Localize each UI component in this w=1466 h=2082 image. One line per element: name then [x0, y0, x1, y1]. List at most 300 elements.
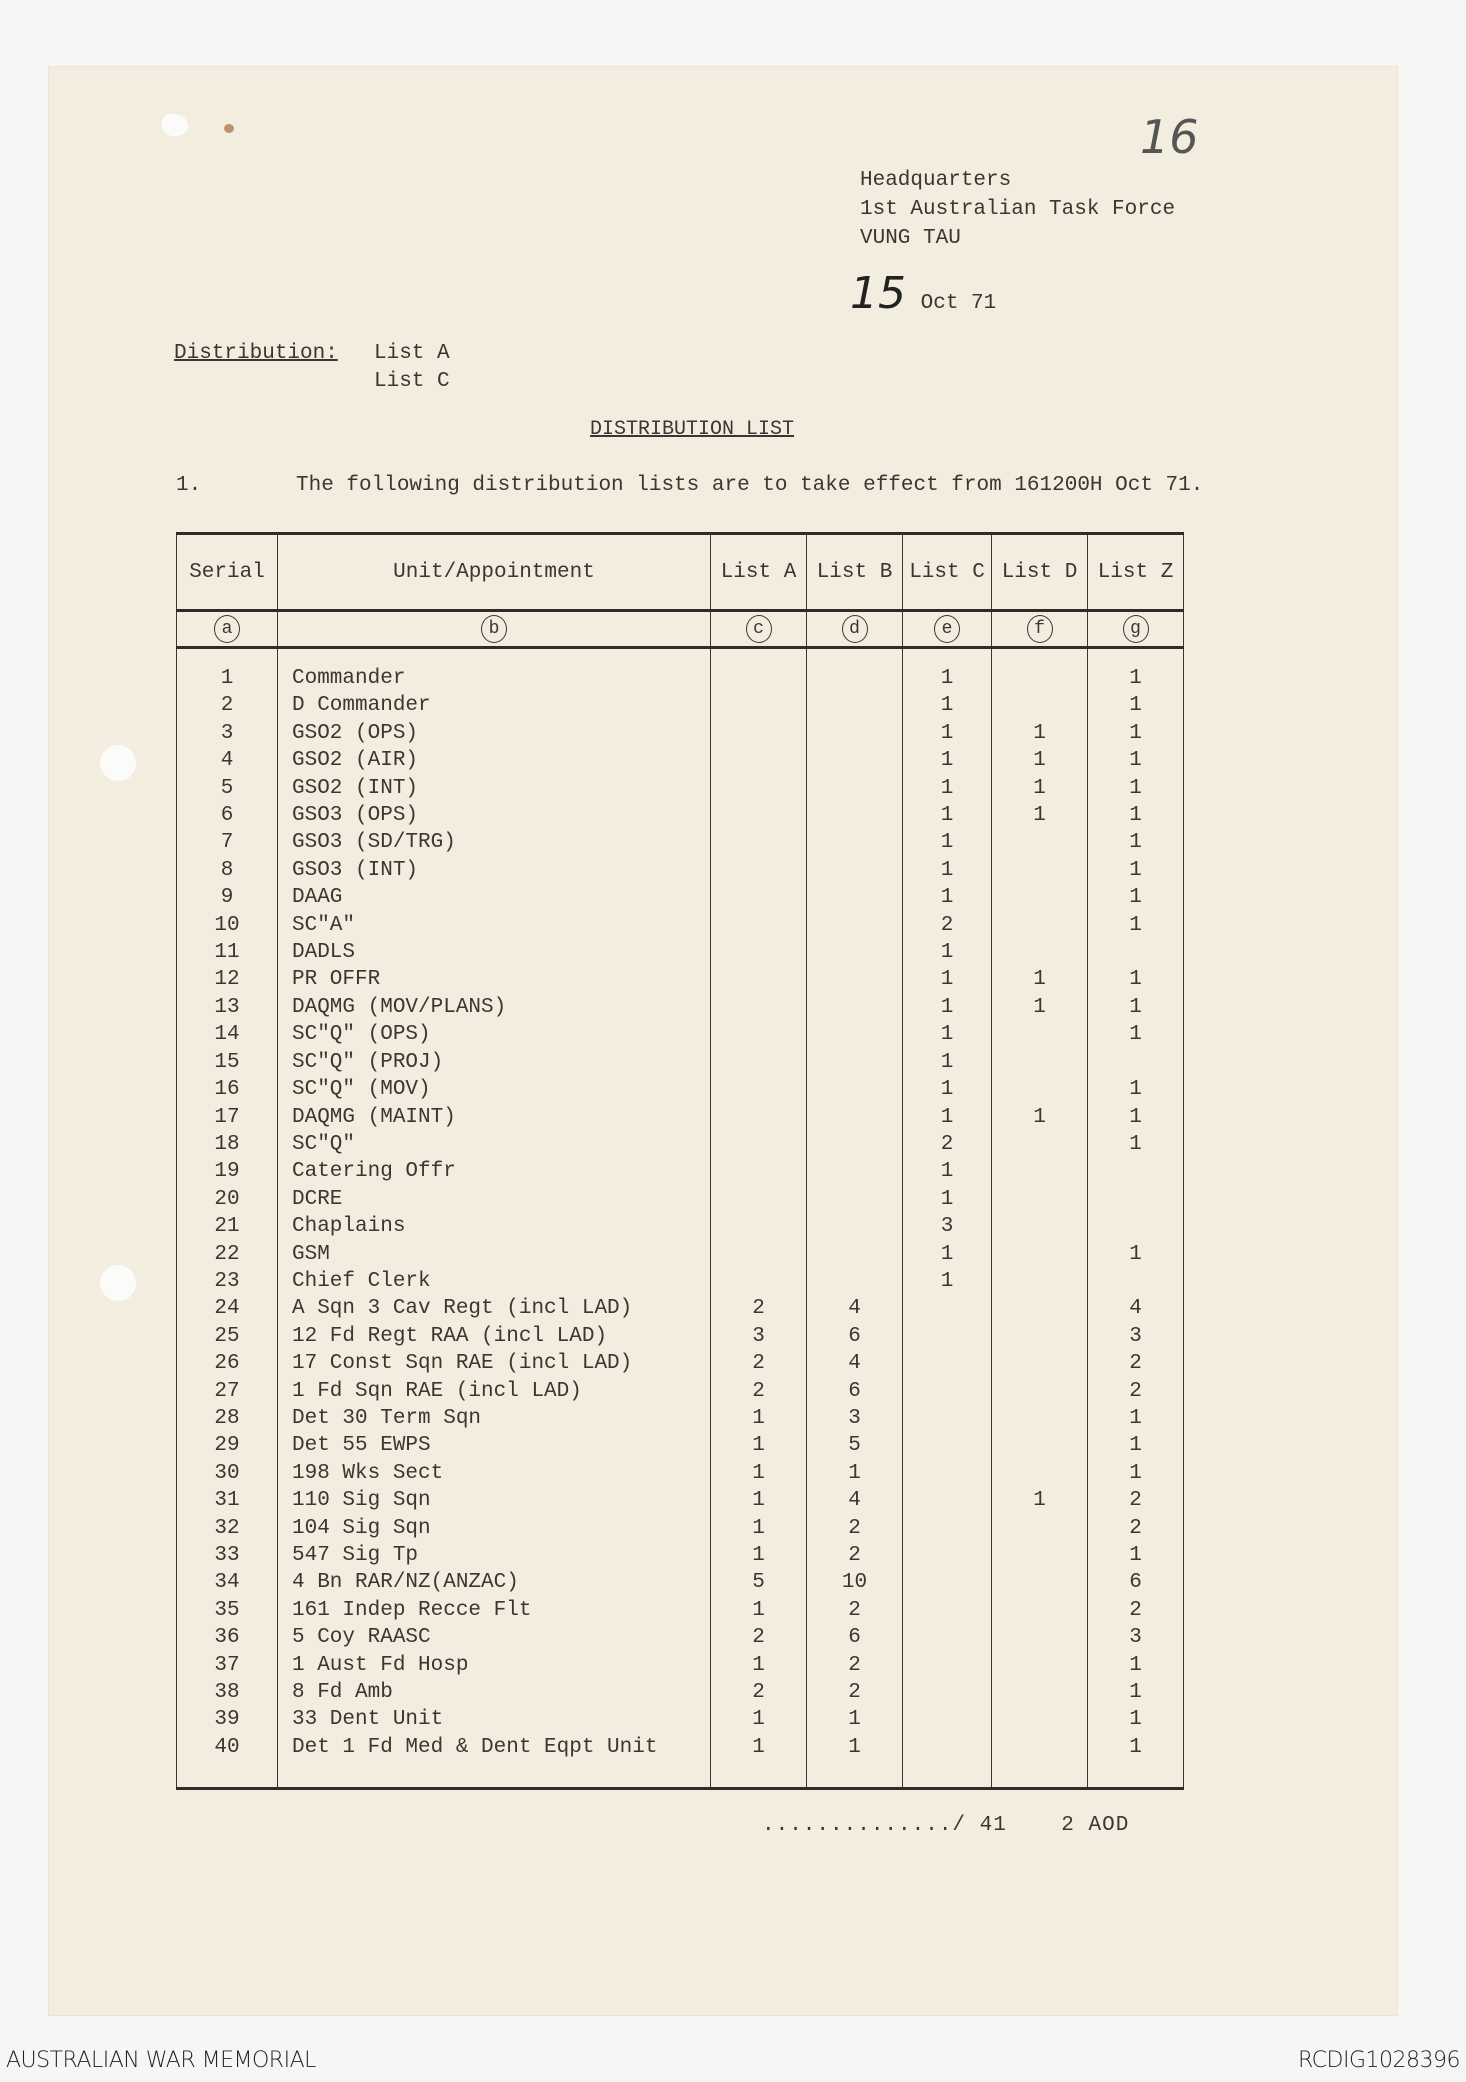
table-row: [177, 912, 1184, 939]
cell-list-z: 1: [1088, 1021, 1184, 1048]
cell-unit: Det 1 Fd Med & Dent Eqpt Unit: [278, 1734, 711, 1761]
table-row: [177, 1350, 1184, 1377]
cell-list-b: [807, 912, 903, 939]
cell-list-c: 1: [903, 665, 992, 692]
column-key-row: [177, 611, 1184, 648]
cell-unit: 12 Fd Regt RAA (incl LAD): [278, 1323, 711, 1350]
document-date: [850, 268, 996, 319]
cell-unit: Det 55 EWPS: [278, 1432, 711, 1459]
cell-list-c: 1: [903, 884, 992, 911]
cell-list-c: [903, 1515, 992, 1542]
cell-list-z: 1: [1088, 665, 1184, 692]
cell-list-b: [807, 1076, 903, 1103]
cell-list-d: [992, 939, 1088, 966]
table-row: [177, 1186, 1184, 1213]
cell-list-b: [807, 857, 903, 884]
cell-list-b: 6: [807, 1323, 903, 1350]
paragraph-1: [176, 474, 1203, 497]
cell-unit: DAQMG (MAINT): [278, 1104, 711, 1131]
cell-list-a: 1: [711, 1652, 807, 1679]
cell-list-d: [992, 1295, 1088, 1322]
distribution-table: [176, 532, 1184, 1790]
table-row: [177, 1021, 1184, 1048]
cell-list-d: [992, 1569, 1088, 1596]
cell-list-z: 1: [1088, 857, 1184, 884]
table-row: [177, 1734, 1184, 1761]
cell-list-b: [807, 775, 903, 802]
cell-list-d: [992, 829, 1088, 856]
cell-unit: GSO2 (AIR): [278, 747, 711, 774]
table-row: [177, 1597, 1184, 1624]
cell-list-b: [807, 1268, 903, 1295]
cell-list-d: [992, 1405, 1088, 1432]
cell-list-d: [992, 1515, 1088, 1542]
cell-list-z: [1088, 939, 1184, 966]
cell-list-d: [992, 1076, 1088, 1103]
cell-serial: 12: [177, 966, 278, 993]
cell-list-c: 1: [903, 775, 992, 802]
cell-list-d: [992, 1460, 1088, 1487]
cell-list-c: [903, 1652, 992, 1679]
cell-list-c: 2: [903, 912, 992, 939]
cell-list-d: [992, 1268, 1088, 1295]
column-key: c: [746, 615, 772, 643]
handwritten-page-number: 16: [1140, 110, 1199, 164]
cell-serial: 5: [177, 775, 278, 802]
cell-list-c: 1: [903, 829, 992, 856]
cell-list-z: 1: [1088, 966, 1184, 993]
cell-list-c: 1: [903, 1186, 992, 1213]
table-row: [177, 1378, 1184, 1405]
cell-list-b: [807, 1158, 903, 1185]
cell-list-z: 1: [1088, 720, 1184, 747]
cell-list-d: [992, 1432, 1088, 1459]
cell-list-z: 1: [1088, 1131, 1184, 1158]
cell-list-d: [992, 1624, 1088, 1651]
cell-list-a: [711, 884, 807, 911]
cell-list-c: [903, 1295, 992, 1322]
column-header-serial: Serial: [177, 534, 278, 611]
cell-list-z: 1: [1088, 1405, 1184, 1432]
cell-list-c: 1: [903, 939, 992, 966]
cell-serial: 35: [177, 1597, 278, 1624]
cell-list-z: [1088, 1186, 1184, 1213]
cell-serial: 14: [177, 1021, 278, 1048]
cell-unit: 8 Fd Amb: [278, 1679, 711, 1706]
cell-list-b: 4: [807, 1350, 903, 1377]
cell-list-z: 1: [1088, 1076, 1184, 1103]
cell-list-c: 1: [903, 1021, 992, 1048]
table-row: [177, 1158, 1184, 1185]
cell-unit: D Commander: [278, 692, 711, 719]
cell-list-c: 1: [903, 857, 992, 884]
table-row: [177, 1131, 1184, 1158]
table-row: [177, 1624, 1184, 1651]
cell-list-a: 1: [711, 1515, 807, 1542]
next-serial: 41: [979, 1814, 1007, 1837]
cell-serial: 7: [177, 829, 278, 856]
cell-unit: Det 30 Term Sqn: [278, 1405, 711, 1432]
table-header-row: [177, 534, 1184, 611]
table-row: [177, 1049, 1184, 1076]
table-row: [177, 1432, 1184, 1459]
cell-list-c: [903, 1542, 992, 1569]
cell-list-a: [711, 1076, 807, 1103]
cell-list-a: 1: [711, 1597, 807, 1624]
cell-list-d: [992, 1213, 1088, 1240]
cell-list-a: [711, 1104, 807, 1131]
table-row: [177, 966, 1184, 993]
document-title: DISTRIBUTION LIST: [590, 418, 795, 441]
cell-list-z: 2: [1088, 1378, 1184, 1405]
cell-list-b: 2: [807, 1542, 903, 1569]
cell-list-z: 1: [1088, 1542, 1184, 1569]
cell-list-b: [807, 1241, 903, 1268]
cell-unit: DAAG: [278, 884, 711, 911]
column-header-list-b: List B: [807, 534, 903, 611]
cell-list-z: [1088, 1049, 1184, 1076]
column-key: b: [481, 615, 507, 643]
cell-serial: 36: [177, 1624, 278, 1651]
cell-list-c: 1: [903, 1104, 992, 1131]
cell-unit: 547 Sig Tp: [278, 1542, 711, 1569]
cell-list-c: [903, 1323, 992, 1350]
column-key: a: [214, 615, 240, 643]
cell-serial: 15: [177, 1049, 278, 1076]
cell-unit: 4 Bn RAR/NZ(ANZAC): [278, 1569, 711, 1596]
cell-list-b: [807, 829, 903, 856]
address-line: Headquarters: [860, 169, 1012, 192]
sender-address: [860, 166, 1175, 253]
cell-list-c: [903, 1405, 992, 1432]
cell-list-z: 4: [1088, 1295, 1184, 1322]
distribution-list: List C: [374, 370, 450, 393]
cell-serial: 18: [177, 1131, 278, 1158]
cell-serial: 33: [177, 1542, 278, 1569]
cell-serial: 31: [177, 1487, 278, 1514]
cell-list-a: [711, 1186, 807, 1213]
cell-list-d: [992, 1323, 1088, 1350]
cell-list-z: 1: [1088, 1706, 1184, 1733]
cell-list-d: [992, 912, 1088, 939]
cell-unit: 33 Dent Unit: [278, 1706, 711, 1733]
cell-unit: GSO2 (INT): [278, 775, 711, 802]
cell-list-d: [992, 1378, 1088, 1405]
cell-list-c: [903, 1432, 992, 1459]
table-row: [177, 720, 1184, 747]
cell-list-a: 5: [711, 1569, 807, 1596]
cell-unit: DADLS: [278, 939, 711, 966]
cell-list-a: [711, 1049, 807, 1076]
cell-list-a: [711, 720, 807, 747]
cell-unit: GSO2 (OPS): [278, 720, 711, 747]
table-row: [177, 1542, 1184, 1569]
cell-list-d: [992, 1131, 1088, 1158]
table-row: [177, 1104, 1184, 1131]
cell-list-c: 1: [903, 1049, 992, 1076]
cell-unit: GSO3 (INT): [278, 857, 711, 884]
cell-list-z: 1: [1088, 994, 1184, 1021]
cell-list-c: [903, 1706, 992, 1733]
cell-serial: 37: [177, 1652, 278, 1679]
cell-unit: GSM: [278, 1241, 711, 1268]
cell-list-a: [711, 665, 807, 692]
table-row: [177, 665, 1184, 692]
cell-list-c: [903, 1378, 992, 1405]
cell-list-a: 1: [711, 1405, 807, 1432]
cell-list-b: [807, 1104, 903, 1131]
cell-list-z: 1: [1088, 692, 1184, 719]
table-row: [177, 1706, 1184, 1733]
cell-unit: 5 Coy RAASC: [278, 1624, 711, 1651]
cell-list-c: [903, 1624, 992, 1651]
distribution-block: [174, 340, 450, 393]
cell-list-b: 6: [807, 1378, 903, 1405]
table-row: [177, 884, 1184, 911]
cell-list-c: 3: [903, 1213, 992, 1240]
cell-list-a: [711, 802, 807, 829]
cell-list-z: 3: [1088, 1624, 1184, 1651]
column-key: f: [1027, 615, 1053, 643]
cell-list-a: [711, 966, 807, 993]
column-key: g: [1123, 615, 1149, 643]
table-row: [177, 1405, 1184, 1432]
cell-list-z: 1: [1088, 1460, 1184, 1487]
table-row: [177, 1515, 1184, 1542]
table-row: [177, 1569, 1184, 1596]
cell-serial: 25: [177, 1323, 278, 1350]
cell-list-z: 1: [1088, 829, 1184, 856]
table-row: [177, 1323, 1184, 1350]
cell-list-z: 3: [1088, 1323, 1184, 1350]
punch-hole: [100, 745, 136, 781]
cell-list-z: 1: [1088, 1241, 1184, 1268]
cell-list-c: 1: [903, 994, 992, 1021]
cell-list-a: [711, 939, 807, 966]
cell-list-b: 10: [807, 1569, 903, 1596]
cell-serial: 34: [177, 1569, 278, 1596]
cell-list-b: [807, 720, 903, 747]
paragraph-number: 1.: [176, 474, 202, 497]
cell-list-d: [992, 692, 1088, 719]
cell-list-b: 2: [807, 1515, 903, 1542]
cell-serial: 26: [177, 1350, 278, 1377]
cell-unit: SC"Q" (MOV): [278, 1076, 711, 1103]
cell-list-b: [807, 802, 903, 829]
cell-list-b: 2: [807, 1652, 903, 1679]
cell-list-z: 2: [1088, 1350, 1184, 1377]
cell-list-a: 2: [711, 1679, 807, 1706]
cell-list-z: 1: [1088, 747, 1184, 774]
table-row: [177, 1460, 1184, 1487]
cell-list-b: 1: [807, 1706, 903, 1733]
cell-list-c: 1: [903, 1241, 992, 1268]
cell-serial: 2: [177, 692, 278, 719]
cell-list-a: [711, 857, 807, 884]
cell-list-b: 1: [807, 1734, 903, 1761]
cell-unit: 161 Indep Recce Flt: [278, 1597, 711, 1624]
cell-list-a: [711, 994, 807, 1021]
cell-list-d: 1: [992, 802, 1088, 829]
next-unit: 2 AOD: [1061, 1814, 1130, 1837]
cell-list-d: 1: [992, 966, 1088, 993]
cell-list-b: [807, 939, 903, 966]
cell-list-c: 1: [903, 1268, 992, 1295]
table-row: [177, 747, 1184, 774]
cell-list-z: [1088, 1213, 1184, 1240]
cell-unit: Chaplains: [278, 1213, 711, 1240]
cell-list-c: [903, 1734, 992, 1761]
cell-list-d: 1: [992, 747, 1088, 774]
cell-list-c: [903, 1487, 992, 1514]
cell-list-b: 2: [807, 1597, 903, 1624]
cell-list-z: 2: [1088, 1487, 1184, 1514]
cell-list-d: [992, 857, 1088, 884]
column-header-list-a: List A: [711, 534, 807, 611]
cell-list-c: [903, 1679, 992, 1706]
cell-list-c: [903, 1460, 992, 1487]
cell-list-z: 1: [1088, 775, 1184, 802]
cell-list-z: 1: [1088, 884, 1184, 911]
cell-serial: 17: [177, 1104, 278, 1131]
table-bottom-rule: [177, 1761, 1184, 1789]
cell-serial: 39: [177, 1706, 278, 1733]
cell-list-d: [992, 1597, 1088, 1624]
column-header-unit: Unit/Appointment: [278, 534, 711, 611]
cell-list-a: [711, 912, 807, 939]
cell-list-z: 1: [1088, 1679, 1184, 1706]
cell-list-d: [992, 1679, 1088, 1706]
table-body: [177, 648, 1184, 1789]
cell-unit: SC"Q" (PROJ): [278, 1049, 711, 1076]
cell-list-a: [711, 747, 807, 774]
cell-list-z: 1: [1088, 1432, 1184, 1459]
cell-list-a: 2: [711, 1350, 807, 1377]
cell-list-z: 1: [1088, 802, 1184, 829]
cell-list-b: [807, 1049, 903, 1076]
cell-serial: 16: [177, 1076, 278, 1103]
cell-list-b: 6: [807, 1624, 903, 1651]
cell-list-b: [807, 1213, 903, 1240]
archive-reference: RCDIG1028396: [1297, 2048, 1460, 2073]
cell-unit: 1 Fd Sqn RAE (incl LAD): [278, 1378, 711, 1405]
cell-serial: 20: [177, 1186, 278, 1213]
table-row: [177, 1241, 1184, 1268]
cell-list-d: [992, 1158, 1088, 1185]
month-year: Oct 71: [920, 292, 997, 315]
table-row: [177, 1076, 1184, 1103]
table-row: [177, 1679, 1184, 1706]
cell-list-d: [992, 1049, 1088, 1076]
address-line: VUNG TAU: [860, 227, 961, 250]
cell-list-c: 1: [903, 747, 992, 774]
cell-serial: 6: [177, 802, 278, 829]
table-row: [177, 1652, 1184, 1679]
cell-unit: 198 Wks Sect: [278, 1460, 711, 1487]
cell-serial: 29: [177, 1432, 278, 1459]
cell-serial: 30: [177, 1460, 278, 1487]
cell-unit: DAQMG (MOV/PLANS): [278, 994, 711, 1021]
table-row: [177, 1213, 1184, 1240]
paragraph-text: The following distribution lists are to take effect from 161200H Oct 71.: [296, 474, 1204, 497]
cell-list-d: [992, 1652, 1088, 1679]
cell-unit: Commander: [278, 665, 711, 692]
cell-list-b: [807, 994, 903, 1021]
table-row: [177, 994, 1184, 1021]
cell-list-b: [807, 1021, 903, 1048]
cell-list-a: 1: [711, 1706, 807, 1733]
cell-list-a: [711, 1131, 807, 1158]
cell-list-c: 1: [903, 692, 992, 719]
cell-serial: 21: [177, 1213, 278, 1240]
cell-serial: 27: [177, 1378, 278, 1405]
cell-list-a: [711, 692, 807, 719]
cell-unit: 17 Const Sqn RAE (incl LAD): [278, 1350, 711, 1377]
cell-unit: GSO3 (OPS): [278, 802, 711, 829]
cell-list-b: 2: [807, 1679, 903, 1706]
punch-hole: [100, 1265, 136, 1301]
cell-unit: Chief Clerk: [278, 1268, 711, 1295]
cell-list-a: 2: [711, 1624, 807, 1651]
cell-serial: 23: [177, 1268, 278, 1295]
cell-list-d: [992, 1186, 1088, 1213]
table-row: [177, 857, 1184, 884]
cell-serial: 38: [177, 1679, 278, 1706]
table-row: [177, 1268, 1184, 1295]
cell-serial: 13: [177, 994, 278, 1021]
cell-list-b: [807, 747, 903, 774]
cell-list-b: 4: [807, 1295, 903, 1322]
cell-unit: Catering Offr: [278, 1158, 711, 1185]
cell-serial: 10: [177, 912, 278, 939]
archive-institution: AUSTRALIAN WAR MEMORIAL: [6, 2048, 316, 2073]
continuation-dots: ............../: [762, 1814, 967, 1837]
cell-list-b: [807, 966, 903, 993]
cell-list-a: 3: [711, 1323, 807, 1350]
cell-list-a: 1: [711, 1487, 807, 1514]
cell-list-b: 1: [807, 1460, 903, 1487]
cell-unit: GSO3 (SD/TRG): [278, 829, 711, 856]
cell-list-b: [807, 692, 903, 719]
cell-list-a: 2: [711, 1295, 807, 1322]
column-key: d: [842, 615, 868, 643]
cell-list-z: 2: [1088, 1597, 1184, 1624]
table-row: [177, 829, 1184, 856]
cell-list-d: [992, 1542, 1088, 1569]
table-row: [177, 692, 1184, 719]
handwritten-day: 15: [850, 268, 906, 319]
cell-list-d: 1: [992, 1104, 1088, 1131]
cell-serial: 11: [177, 939, 278, 966]
table-row: [177, 1487, 1184, 1514]
cell-list-b: 3: [807, 1405, 903, 1432]
cell-serial: 40: [177, 1734, 278, 1761]
column-header-list-d: List D: [992, 534, 1088, 611]
cell-list-d: [992, 665, 1088, 692]
cell-unit: SC"Q": [278, 1131, 711, 1158]
cell-list-d: [992, 1734, 1088, 1761]
cell-list-z: [1088, 1268, 1184, 1295]
cell-list-d: 1: [992, 994, 1088, 1021]
cell-list-a: [711, 1021, 807, 1048]
cell-list-a: [711, 1158, 807, 1185]
cell-unit: A Sqn 3 Cav Regt (incl LAD): [278, 1295, 711, 1322]
spacer-row: [177, 648, 1184, 666]
cell-serial: 9: [177, 884, 278, 911]
cell-list-b: [807, 1186, 903, 1213]
cell-list-a: [711, 1213, 807, 1240]
cell-list-z: 6: [1088, 1569, 1184, 1596]
